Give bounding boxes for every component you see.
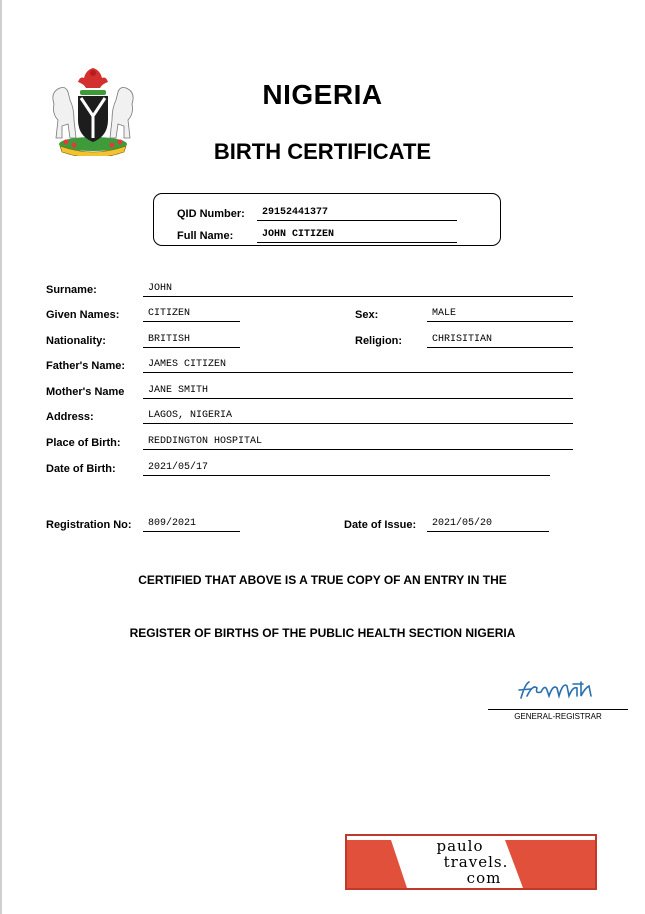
address-label: Address: [46, 411, 94, 423]
place-of-birth-label: Place of Birth: [46, 437, 121, 449]
registrar-title: GENERAL-REGISTRAR [514, 712, 602, 721]
registration-no-value: 809/2021 [143, 518, 240, 532]
mother-label: Mother's Name [46, 386, 125, 398]
certification-line-1: CERTIFIED THAT ABOVE IS A TRUE COPY OF AN ENTRY IN THE [138, 573, 507, 587]
logo-line-3: com [466, 869, 502, 887]
logo-line-2: travels. [443, 853, 509, 871]
nationality-label: Nationality: [46, 335, 106, 347]
certification-line-2: REGISTER OF BIRTHS OF THE PUBLIC HEALTH SECTION NIGERIA [129, 626, 516, 640]
logo-line-1: paulo [436, 837, 484, 855]
document-title: BIRTH CERTIFICATE [213, 139, 432, 164]
signature-line [488, 709, 628, 710]
registrar-signature-icon [515, 676, 597, 706]
father-value: JAMES CITIZEN [143, 359, 573, 373]
place-of-birth-value: REDDINGTON HOSPITAL [143, 436, 573, 450]
country-title: NIGERIA [262, 79, 383, 110]
fullname-label: Full Name: [177, 230, 234, 242]
nationality-value: BRITISH [143, 334, 240, 348]
sex-value: MALE [427, 308, 573, 322]
registration-no-label: Registration No: [46, 519, 132, 531]
date-of-birth-value: 2021/05/17 [143, 462, 550, 476]
qid-value: 29152441377 [257, 207, 457, 221]
watermark-logo [345, 834, 597, 890]
sex-label: Sex: [355, 309, 379, 321]
date-of-issue-value: 2021/05/20 [427, 518, 549, 532]
logo-text [347, 838, 595, 886]
surname-label: Surname: [46, 284, 97, 296]
father-label: Father's Name: [46, 360, 126, 372]
surname-value: JOHN [143, 283, 573, 297]
religion-label: Religion: [355, 335, 403, 347]
religion-value: CHRISITIAN [427, 334, 573, 348]
given-names-value: CITIZEN [143, 308, 240, 322]
given-names-label: Given Names: [46, 309, 120, 321]
address-value: LAGOS, NIGERIA [143, 410, 573, 424]
date-of-issue-label: Date of Issue: [344, 519, 417, 531]
page-edge [0, 0, 2, 914]
fullname-value: JOHN CITIZEN [257, 229, 457, 243]
qid-label: QID Number: [177, 208, 245, 220]
mother-value: JANE SMITH [143, 385, 573, 399]
date-of-birth-label: Date of Birth: [46, 463, 116, 475]
